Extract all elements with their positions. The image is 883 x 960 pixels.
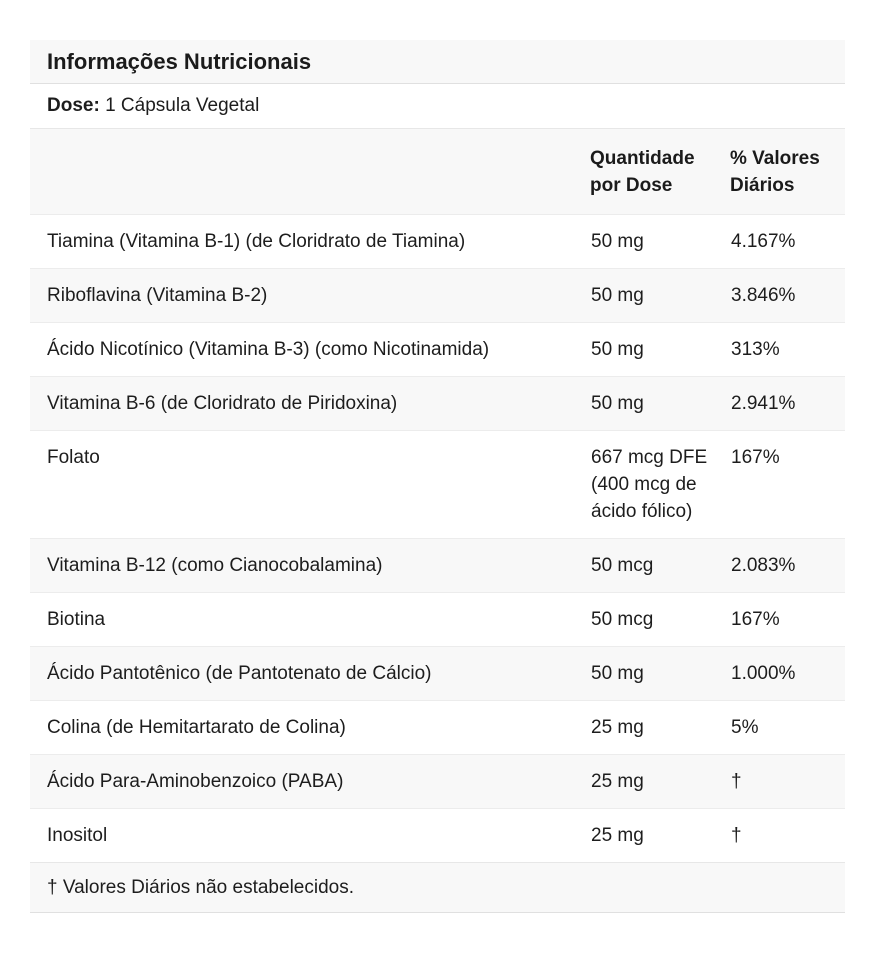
footnote-text: † Valores Diários não estabelecidos. [47, 877, 354, 898]
header-nutrient-column [30, 129, 590, 215]
nutrient-daily-value: 1.000% [731, 663, 796, 684]
table-row [30, 755, 845, 809]
nutrient-name: Tiamina (Vitamina B-1) (de Cloridrato de Tiamina) [47, 231, 466, 252]
nutrient-amount: 50 mg [591, 663, 644, 684]
nutrient-daily-value: 2.083% [731, 555, 796, 576]
nutrient-daily-value: 2.941% [731, 393, 796, 414]
serving-size-row [30, 84, 845, 129]
table-row [30, 701, 845, 755]
nutrient-name: Vitamina B-6 (de Cloridrato de Piridoxina) [47, 393, 398, 414]
table-row [30, 377, 845, 431]
nutrition-table-head [30, 129, 845, 215]
nutrient-name: Riboflavina (Vitamina B-2) [47, 285, 268, 306]
nutrient-amount: 25 mg [591, 825, 644, 846]
nutrient-name: Colina (de Hemitartarato de Colina) [47, 717, 346, 738]
nutrition-table [30, 129, 845, 862]
nutrient-name: Folato [47, 447, 100, 468]
nutrient-name: Ácido Pantotênico (de Pantotenato de Cálcio) [47, 663, 432, 684]
nutrient-amount: 50 mcg [591, 555, 654, 576]
table-row [30, 539, 845, 593]
nutrient-amount: 50 mcg [591, 609, 654, 630]
table-row [30, 269, 845, 323]
table-row [30, 431, 845, 539]
nutrient-amount: 50 mg [591, 231, 644, 252]
nutrient-name: Biotina [47, 609, 106, 630]
nutrient-daily-value: † [731, 771, 742, 792]
table-row [30, 593, 845, 647]
nutrient-daily-value: 5% [731, 717, 759, 738]
nutrition-facts-panel [30, 40, 845, 913]
nutrient-amount: 50 mg [591, 285, 644, 306]
table-header-row [30, 129, 845, 215]
nutrient-amount: 25 mg [591, 717, 644, 738]
nutrition-table-body [30, 215, 845, 863]
panel-title: Informações Nutricionais [47, 49, 312, 74]
nutrient-name: Vitamina B-12 (como Cianocobalamina) [47, 555, 383, 576]
table-row [30, 647, 845, 701]
nutrient-daily-value: 4.167% [731, 231, 796, 252]
nutrient-name: Inositol [47, 825, 108, 846]
nutrient-daily-value: 167% [731, 609, 780, 630]
footnote-row [30, 862, 845, 913]
nutrient-amount: 50 mg [591, 393, 644, 414]
nutrient-amount: 667 mcg DFE (400 mcg de ácido fólico) [591, 447, 708, 522]
header-amount-per-dose: Quantidade por Dose [590, 148, 695, 196]
serving-size-value: 1 Cápsula Vegetal [105, 95, 260, 116]
page [0, 40, 883, 960]
serving-size-label: Dose: [47, 95, 100, 116]
nutrient-amount: 50 mg [591, 339, 644, 360]
nutrient-name: Ácido Nicotínico (Vitamina B-3) (como Nicotinamida) [47, 339, 490, 360]
nutrient-daily-value: 313% [731, 339, 780, 360]
nutrient-name: Ácido Para-Aminobenzoico (PABA) [47, 771, 344, 792]
nutrient-daily-value: † [731, 825, 742, 846]
nutrient-daily-value: 167% [731, 447, 780, 468]
table-row [30, 215, 845, 269]
table-row [30, 809, 845, 863]
nutrient-daily-value: 3.846% [731, 285, 796, 306]
table-row [30, 323, 845, 377]
panel-title-row [30, 40, 845, 84]
nutrient-amount: 25 mg [591, 771, 644, 792]
header-daily-values: % Valores Diários [730, 148, 820, 196]
